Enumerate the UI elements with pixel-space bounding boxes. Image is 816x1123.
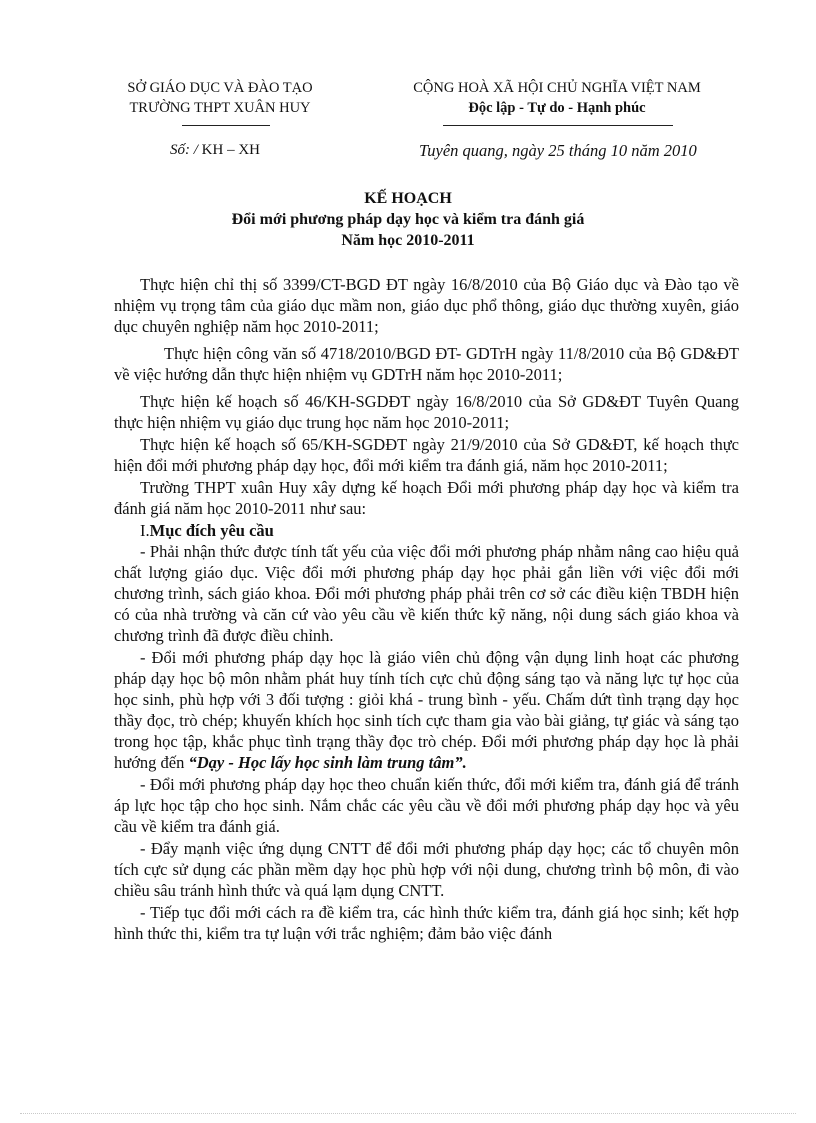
bullet-3: - Đổi mới phương pháp dạy học theo chuẩn kiến thức, đổi mới kiểm tra, đánh giá để tránh áp lực học tập cho học sinh. Nắm chắc các yêu cầu về đổi mới phương pháp dạy học và yêu cầu về kiểm tra đánh giá. bbox=[114, 775, 739, 836]
paragraph-4: Thực hiện kế hoạch số 65/KH-SGDĐT ngày 21/9/2010 của Sở GD&ĐT, kế hoạch thực hiện đổi mới phương pháp dạy học, đổi mới kiểm tra đánh giá, năm học 2010-2011; bbox=[114, 435, 739, 475]
section-title: Mục đích yêu cầu bbox=[149, 521, 274, 540]
country-name: CỘNG HOÀ XÃ HỘI CHỦ NGHĨA VIỆT NAM bbox=[413, 80, 701, 96]
national-motto: Độc lập - Tự do - Hạnh phúc bbox=[468, 100, 646, 116]
document-date: Tuyên quang, ngày 25 tháng 10 năm 2010 bbox=[419, 141, 697, 160]
bullet-2 bbox=[114, 647, 739, 773]
section-heading bbox=[114, 520, 739, 541]
school-name: TRƯỜNG THPT XUÂN HUY bbox=[129, 100, 311, 116]
department-name: SỞ GIÁO DỤC VÀ ĐÀO TẠO bbox=[127, 80, 313, 96]
national-header bbox=[358, 78, 756, 118]
title-line-1: KẾ HOẠCH bbox=[364, 190, 452, 207]
title-line-2: Đổi mới phương pháp dạy học và kiểm tra đánh giá bbox=[231, 211, 585, 228]
issuer-block bbox=[100, 78, 340, 118]
document-number-code: KH – XH bbox=[201, 142, 261, 158]
paragraph-2: Thực hiện công văn số 4718/2010/BGD ĐT- GDTrH ngày 11/8/2010 của Bộ GD&ĐT về việc hướng dẫn thực hiện nhiệm vụ GDTrH năm học 2010-2011; bbox=[114, 344, 739, 384]
bullet-5: - Tiếp tục đổi mới cách ra đề kiểm tra, các hình thức kiểm tra, đánh giá học sinh; kết hợp hình thức thi, kiểm tra tự luận với trắc nghiệm; đảm bảo việc đánh bbox=[114, 903, 739, 943]
document-body bbox=[114, 274, 739, 945]
page-bottom-divider bbox=[20, 1113, 796, 1114]
paragraph-3: Thực hiện kế hoạch số 46/KH-SGDĐT ngày 16/8/2010 của Sở GD&ĐT Tuyên Quang thực hiện nhiệm vụ giáo dục trung học năm học 2010-2011; bbox=[114, 392, 739, 432]
document-number bbox=[170, 142, 260, 159]
bullet-2-text: - Đổi mới phương pháp dạy học là giáo viên chủ động vận dụng linh hoạt các phương pháp dạy học bộ môn nhằm phát huy tính tích cực chủ động sáng tạo và năng lực tự học của học sinh, phù hợp với 3 đối tượng : giỏi khá - trung bình - yếu. Chấm dứt tình trạng dạy học thầy đọc, trò chép; khuyến khích học sinh tích cực tham gia vào bài giảng, tự giác và sáng tạo trong học tập, khắc phục tình trạng thầy đọc trò chép. Đổi mới phương pháp dạy học là phải hướng đến bbox=[114, 648, 739, 772]
title-line-3: Năm học 2010-2011 bbox=[341, 232, 475, 249]
issuer-underline bbox=[182, 125, 270, 126]
paragraph-5: Trường THPT xuân Huy xây dựng kế hoạch Đổi mới phương pháp dạy học và kiểm tra đánh giá năm học 2010-2011 như sau: bbox=[114, 478, 739, 518]
document-number-label: Số: / bbox=[170, 142, 198, 158]
motto-underline bbox=[443, 125, 673, 126]
bullet-2-emphasis: “Dạy - Học lấy học sinh làm trung tâm”. bbox=[188, 753, 467, 772]
document-title bbox=[0, 188, 816, 251]
paragraph-1: Thực hiện chỉ thị số 3399/CT-BGD ĐT ngày 16/8/2010 của Bộ Giáo dục và Đào tạo về nhiệm vụ trọng tâm của giáo dục mầm non, giáo dục phổ thông, giáo dục thường xuyên, giáo dục chuyên nghiệp năm học 2010-2011; bbox=[114, 275, 739, 336]
section-number: I. bbox=[140, 521, 150, 540]
bullet-4: - Đẩy mạnh việc ứng dụng CNTT để đổi mới phương pháp dạy học; các tổ chuyên môn tích cực sử dụng các phần mềm dạy học phù hợp với nội dung, chương trình bộ môn, đi vào chiều sâu tránh hình thức và quá lạm dụng CNTT. bbox=[114, 839, 739, 900]
bullet-1: - Phải nhận thức được tính tất yếu của việc đổi mới phương pháp nhằm nâng cao hiệu quả chất lượng giáo dục. Việc đổi mới phương pháp dạy học phải gắn liền với việc đổi mới chương trình, sách giáo khoa. Đổi mới phương pháp phải trên cơ sở các điều kiện TBDH hiện có của nhà trường và căn cứ vào yêu cầu về kiến thức kỹ năng, nội dung sách giáo khoa và chương trình đã được điều chỉnh. bbox=[114, 542, 739, 645]
